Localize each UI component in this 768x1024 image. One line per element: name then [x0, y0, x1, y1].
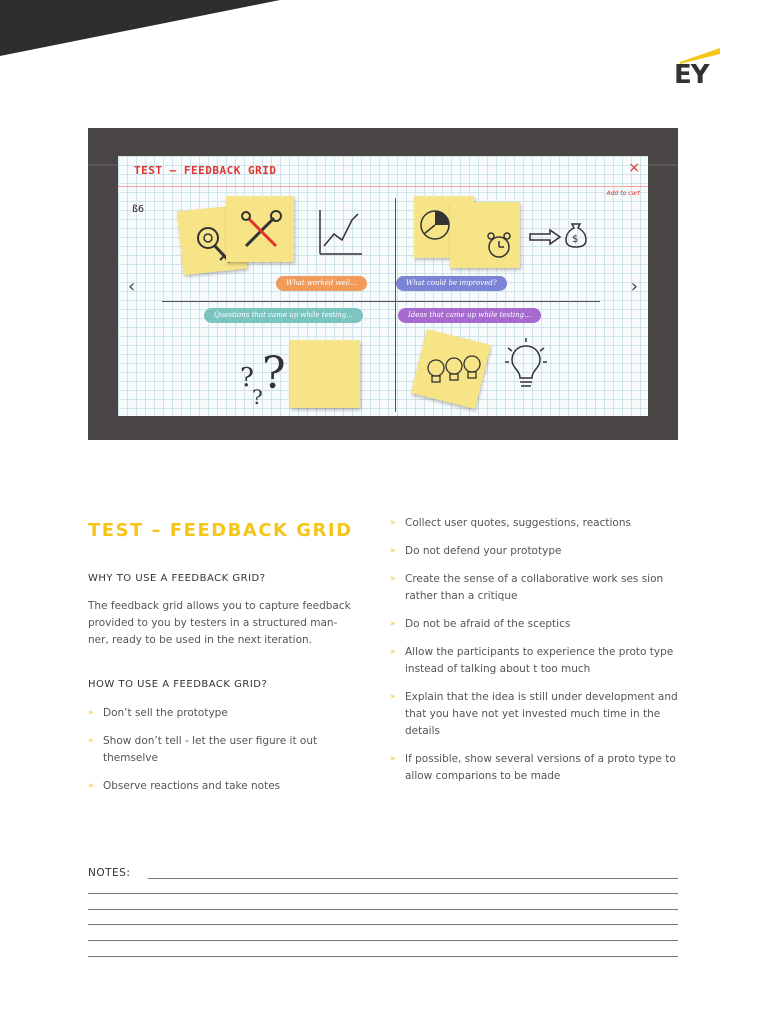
- notes-label: NOTES:: [88, 867, 131, 879]
- svg-text:?: ?: [252, 385, 263, 409]
- ey-logo: [674, 44, 722, 92]
- money-bag-icon: [564, 220, 588, 248]
- bullet-text: Create the sense of a collaborative work ses sion rather than a critique: [405, 573, 664, 602]
- list-item: [390, 751, 680, 785]
- list-item: [390, 689, 680, 740]
- notes-line[interactable]: [88, 956, 678, 957]
- notes-line[interactable]: [88, 940, 678, 941]
- why-heading: WHY TO USE A FEEDBACK GRID?: [88, 573, 266, 584]
- bullet-chevron-icon: »: [390, 692, 396, 702]
- bullet-chevron-icon: »: [390, 574, 396, 584]
- grid-axis-horizontal: [162, 301, 600, 302]
- tips-bullet-list: [390, 515, 680, 796]
- bullet-chevron-icon: »: [88, 781, 94, 791]
- list-item: [390, 515, 680, 532]
- list-item: [390, 644, 680, 678]
- bullet-chevron-icon: »: [88, 736, 94, 746]
- list-item: [88, 778, 358, 795]
- bullet-text: Observe reactions and take notes: [103, 780, 281, 792]
- bullet-chevron-icon: »: [390, 546, 396, 556]
- page-number: 6: [138, 204, 145, 215]
- label-could-improve: What could be improved?: [396, 276, 507, 291]
- question-marks-icon: [236, 344, 296, 410]
- hero-frame: [88, 128, 678, 440]
- list-item: [390, 571, 680, 605]
- screen-title: TEST – FEEDBACK GRID: [134, 164, 277, 177]
- line-chart-icon: [314, 206, 364, 260]
- notes-line[interactable]: [88, 909, 678, 910]
- bullet-text: Do not be afraid of the sceptics: [405, 618, 571, 630]
- hero-screen: [118, 156, 648, 416]
- alarm-clock-icon: [484, 230, 514, 260]
- lightbulbs-icon: [422, 354, 488, 390]
- sticky-note: [290, 340, 360, 408]
- top-decorative-band: [0, 0, 280, 56]
- header-divider: [118, 186, 648, 187]
- page-glyph-icon: ß: [132, 204, 139, 215]
- bullet-text: If possible, show several versions of a proto type to allow comparions to be made: [405, 753, 676, 782]
- bullet-text: Do not defend your prototype: [405, 545, 562, 557]
- how-heading: HOW TO USE A FEEDBACK GRID?: [88, 679, 268, 690]
- logo-text: EY: [674, 60, 709, 90]
- list-item: [88, 705, 358, 722]
- label-ideas: Ideas that came up while testing...: [398, 308, 541, 323]
- grid-axis-vertical: [395, 198, 396, 412]
- notes-line[interactable]: [88, 893, 678, 894]
- page-indicator: [132, 204, 144, 215]
- add-to-cart-link[interactable]: Add to cart: [606, 190, 640, 197]
- lightbulb-icon: [504, 336, 548, 392]
- screen-header: [118, 156, 648, 188]
- bullet-chevron-icon: »: [390, 518, 396, 528]
- page-title: TEST – FEEDBACK GRID: [88, 520, 353, 541]
- label-worked-well: What worked well...: [276, 276, 367, 291]
- svg-text:?: ?: [262, 348, 286, 399]
- bullet-chevron-icon: »: [390, 619, 396, 629]
- nav-prev-icon[interactable]: ‹: [128, 276, 136, 297]
- list-item: [390, 543, 680, 560]
- bullet-text: Collect user quotes, suggestions, reactions: [405, 517, 631, 529]
- how-bullet-list: [88, 705, 358, 806]
- svg-text:?: ?: [240, 363, 254, 393]
- label-questions: Questions that came up while testing...: [204, 308, 363, 323]
- bullet-chevron-icon: »: [390, 647, 396, 657]
- tools-icon: [238, 208, 284, 254]
- close-icon[interactable]: ×: [628, 160, 640, 176]
- bullet-text: Don’t sell the prototype: [103, 707, 228, 719]
- bullet-text: Show don’t tell - let the user figure it out themselve: [103, 735, 318, 764]
- svg-text:$: $: [572, 234, 579, 245]
- pie-chart-icon: [418, 208, 452, 242]
- nav-next-icon[interactable]: ›: [630, 276, 638, 297]
- bullet-chevron-icon: »: [88, 708, 94, 718]
- why-paragraph: The feedback grid allows you to capture feedback provided to you by testers in a structured man-ner, ready to be used in the next iteration.: [88, 600, 351, 646]
- notes-line[interactable]: [148, 878, 678, 879]
- bullet-text: Explain that the idea is still under development and that you have not yet invested much time in the details: [405, 691, 678, 737]
- notes-line[interactable]: [88, 924, 678, 925]
- arrow-right-icon: [528, 228, 562, 246]
- list-item: [88, 733, 358, 767]
- bullet-text: Allow the participants to experience the proto type instead of talking about t too much: [405, 646, 674, 675]
- list-item: [390, 616, 680, 633]
- bullet-chevron-icon: »: [390, 754, 396, 764]
